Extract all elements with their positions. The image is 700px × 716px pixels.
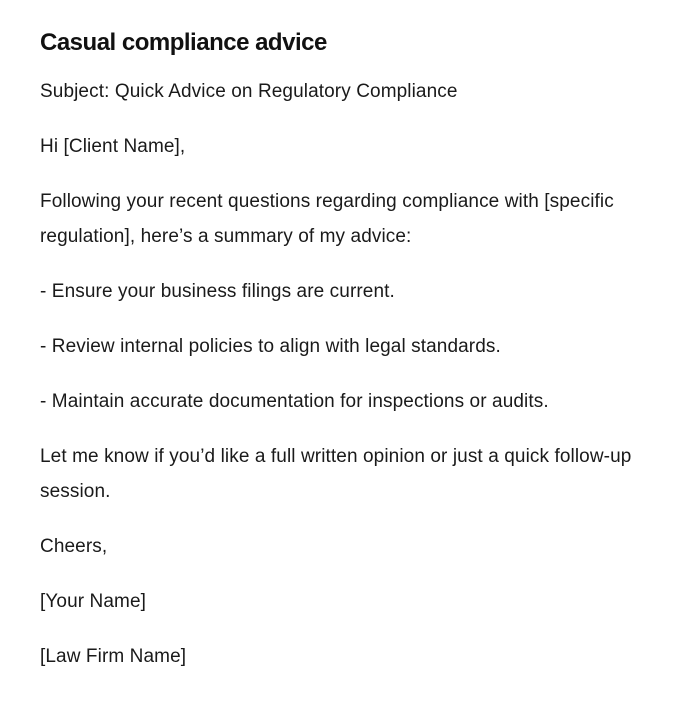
- signoff-line: Cheers,: [40, 536, 108, 557]
- intro-paragraph: Following your recent questions regarding compliance with [specific regulation], here’s a summary of my advice:: [40, 191, 614, 247]
- email-subject: Subject: Quick Advice on Regulatory Compliance: [40, 81, 458, 102]
- closing-paragraph: Let me know if you’d like a full written opinion or just a quick follow-up session.: [40, 446, 632, 502]
- advice-item: - Maintain accurate documentation for inspections or audits.: [40, 391, 549, 412]
- greeting-line: Hi [Client Name],: [40, 136, 186, 157]
- advice-item: - Ensure your business filings are current.: [40, 281, 395, 302]
- firm-name: [Law Firm Name]: [40, 646, 187, 667]
- document-title: Casual compliance advice: [40, 29, 327, 56]
- advice-item: - Review internal policies to align with legal standards.: [40, 336, 501, 357]
- sender-name: [Your Name]: [40, 591, 147, 612]
